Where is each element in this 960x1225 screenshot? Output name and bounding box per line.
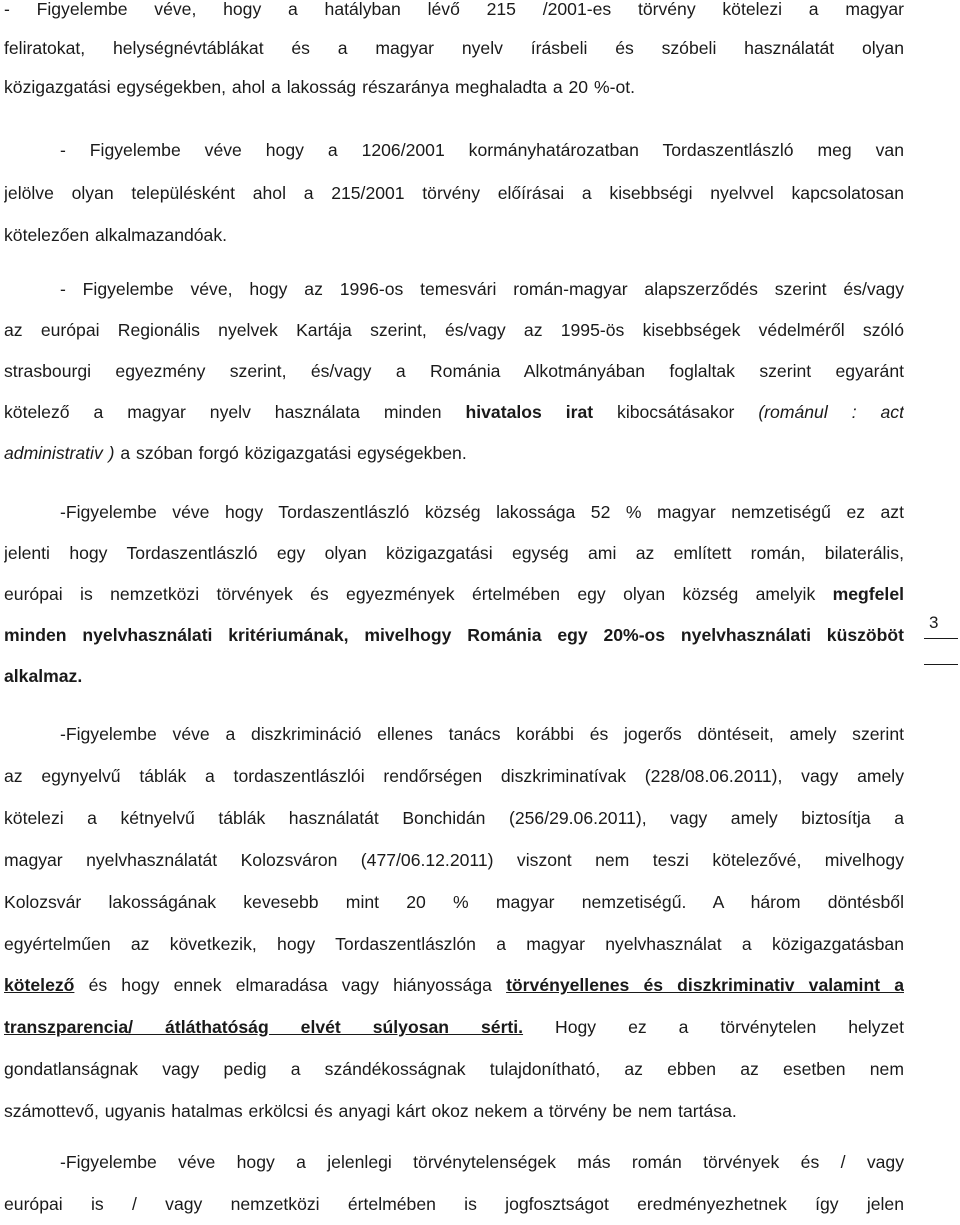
text-line: az európai Regionális nyelvek Kartája szerint, és/vagy az 1995-ös kisebbségek védelméről szóló <box>4 310 904 351</box>
text-run: kibocsátásakor <box>593 402 758 422</box>
text-line: - Figyelembe véve, hogy a hatályban lévő 215 /2001-es törvény kötelezi a magyar <box>4 0 904 29</box>
bold-underlined-text: törvényellenes és diszkriminativ valamint a <box>506 975 904 995</box>
text-run: Hogy ez a törvénytelen helyzet <box>523 1017 904 1037</box>
text-run: a szóban forgó közigazgatási egységekben. <box>115 443 467 463</box>
text-line: Kolozsvár lakosságának kevesebb mint 20 % magyar nemzetiségű. A három döntésből <box>4 882 904 924</box>
paragraph-1 <box>4 0 904 107</box>
bold-text: megfelel <box>833 584 904 604</box>
text-line <box>4 574 904 615</box>
text-line <box>4 965 904 1007</box>
bold-text: hivatalos irat <box>466 402 594 422</box>
page-number: 3 <box>929 613 938 633</box>
text-line <box>4 392 904 433</box>
text-line: közigazgatási egységekben, ahol a lakosság részaránya meghaladta a 20 %-ot. <box>4 68 904 107</box>
page-number-rule-bottom <box>924 664 958 665</box>
paragraph-4 <box>4 492 904 697</box>
document-page <box>4 0 904 1215</box>
text-line: kötelezően alkalmazandóak. <box>4 214 904 257</box>
text-line: jelölve olyan településként ahol a 215/2001 törvény előírásai a kisebbségi nyelvvel kapcsolatosan <box>4 172 904 215</box>
bold-underlined-text: kötelező <box>4 975 74 995</box>
text-line: gondatlanságnak vagy pedig a szándékosságnak tulajdonítható, az ebben az esetben nem <box>4 1049 904 1091</box>
paragraph-3 <box>4 269 904 474</box>
paragraph-5 <box>4 714 904 1133</box>
paragraph-2 <box>4 129 904 257</box>
text-line: jelenti hogy Tordaszentlászló egy olyan közigazgatási egység ami az említett román, bilaterális, <box>4 533 904 574</box>
text-line: - Figyelembe véve hogy a 1206/2001 kormányhatározatban Tordaszentlászló meg van <box>4 129 904 172</box>
text-line: feliratokat, helységnévtáblákat és a magyar nyelv írásbeli és szóbeli használatát olyan <box>4 29 904 68</box>
text-line: -Figyelembe véve hogy a jelenlegi törvénytelenségek más román törvények és / vagy <box>4 1142 904 1184</box>
text-line: strasbourgi egyezmény szerint, és/vagy a Románia Alkotmányában foglaltak szerint egyaránt <box>4 351 904 392</box>
text-run: és hogy ennek elmaradása vagy hiányossága <box>74 975 506 995</box>
italic-text: administrativ ) <box>4 443 115 463</box>
text-line <box>4 1007 904 1049</box>
bold-text-line: minden nyelvhasználati kritériumának, mivelhogy Románia egy 20%-os nyelvhasználati küszöböt <box>4 615 904 656</box>
text-line <box>4 433 904 474</box>
text-line: magyar nyelvhasználatát Kolozsváron (477/06.12.2011) viszont nem teszi kötelezővé, mivelhogy <box>4 840 904 882</box>
bold-underlined-text: transzparencia/ átláthatóság elvét súlyosan sérti. <box>4 1017 523 1037</box>
text-run: európai is nemzetközi törvények és egyezmények értelmében egy olyan község amelyik <box>4 584 833 604</box>
bold-text-line: alkalmaz. <box>4 656 904 697</box>
text-line: egyértelműen az következik, hogy Tordaszentlászlón a magyar nyelvhasználat a közigazgatásban <box>4 924 904 966</box>
text-line: az egynyelvű táblák a tordaszentlászlói rendőrségen diszkriminatívak (228/08.06.2011), vagy amely <box>4 756 904 798</box>
text-line: kötelezi a kétnyelvű táblák használatát Bonchidán (256/29.06.2011), vagy amely biztosítja a <box>4 798 904 840</box>
italic-text: (románul : act <box>758 402 904 422</box>
text-line: - Figyelembe véve, hogy az 1996-os temesvári román-magyar alapszerződés szerint és/vagy <box>4 269 904 310</box>
text-line: számottevő, ugyanis hatalmas erkölcsi és anyagi kárt okoz nekem a törvény be nem tartása. <box>4 1091 904 1133</box>
text-line: -Figyelembe véve a diszkrimináció ellenes tanács korábbi és jogerős döntéseit, amely szerint <box>4 714 904 756</box>
paragraph-6 <box>4 1142 904 1225</box>
text-run: kötelező a magyar nyelv használata minden <box>4 402 466 422</box>
page-number-rule-top <box>924 638 958 639</box>
text-line: európai is / vagy nemzetközi értelmében is jogfosztságot eredményezhetnek így jelen <box>4 1184 904 1225</box>
text-line: -Figyelembe véve hogy Tordaszentlászló község lakossága 52 % magyar nemzetiségű ez azt <box>4 492 904 533</box>
